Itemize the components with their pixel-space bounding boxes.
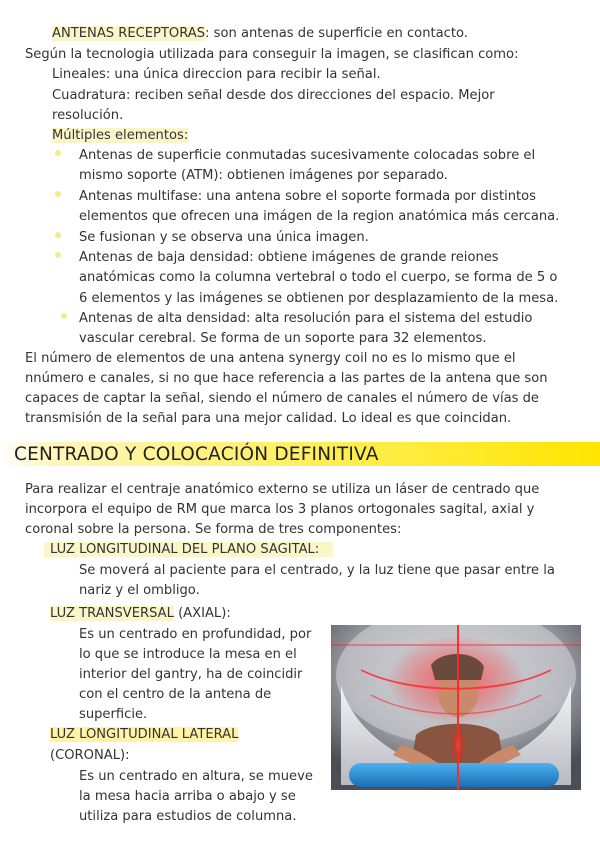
- mri-laser-photo: [331, 625, 581, 790]
- sagital-line-2: nariz y el ombligo.: [79, 583, 200, 598]
- transversal-line-1: Es un centrado en profundidad, por: [79, 627, 312, 642]
- sagital-label: LUZ LONGITUDINAL DEL PLANO SAGITAL:: [44, 542, 333, 557]
- transversal-line-5: superficie.: [79, 707, 148, 722]
- bullet-5-line-2: vascular cerebral. Se forma de un soporte para 32 elementos.: [79, 331, 487, 346]
- receptoras-line: [52, 24, 468, 44]
- lateral-line-1: Es un centrado en altura, se mueve: [79, 769, 313, 784]
- lateral-suffix: (CORONAL):: [50, 748, 130, 763]
- bullet-4-line-3: 6 elementos y las imágenes se obtienen por desplazamiento de la mesa.: [79, 291, 559, 306]
- positioning-cushion: [349, 763, 559, 787]
- multiples-line: [52, 126, 188, 146]
- synergy-line-4: transmisión de la señal para una mejor calidad. Lo ideal es que coincidan.: [25, 411, 512, 426]
- synergy-line-1: El número de elementos de una antena synergy coil no es lo mismo que el: [25, 351, 516, 366]
- bullet-dot-1: [55, 150, 61, 156]
- bullet-5-line-1: Antenas de alta densidad: alta resolución para el sistema del estudio: [79, 311, 533, 326]
- bullet-4-line-2: anatómicas como la columna vertebral o todo el cuerpo, se forma de 5 o: [79, 270, 558, 285]
- bullet-dot-3: [55, 232, 61, 238]
- bullet-1-line-2: mismo soporte (ATM): obtienen imágenes por separado.: [79, 168, 448, 183]
- lateral-label-line: [50, 725, 238, 745]
- bullet-2-line-2: elementos que ofrecen una imágen de la region anatómica más cercana.: [79, 209, 560, 224]
- bullet-dot-5: [61, 313, 67, 319]
- transversal-line-3: interior del gantry, ha de coincidir: [79, 667, 303, 682]
- lateral-line-3: utiliza para estudios de columna.: [79, 809, 297, 824]
- centrado-intro-line-3: coronal sobre la persona. Se forma de tres componentes:: [25, 522, 402, 537]
- laser-hotspot: [450, 725, 466, 765]
- cuadratura-text-1: Cuadratura: reciben señal desde dos direcciones del espacio. Mejor: [52, 88, 495, 103]
- bullet-2-line-1: Antenas multifase: una antena sobre el soporte formada por distintos: [79, 189, 537, 204]
- bullet-3-line-1: Se fusionan y se observa una única imagen.: [79, 230, 369, 245]
- bullet-dot-4: [55, 252, 61, 258]
- section-heading: CENTRADO Y COLOCACIÓN DEFINITIVA: [14, 444, 379, 465]
- lateral-line-2: la mesa hacia arriba o abajo y se: [79, 789, 296, 804]
- synergy-line-2: nnúmero e canales, si no que hace referencia a las partes de la antena que son: [25, 371, 548, 386]
- bullet-4-line-1: Antenas de baja densidad: obtiene imágenes de grande reiones: [79, 250, 499, 265]
- sagital-label-line: [44, 540, 333, 560]
- clasifican-text: Según la tecnologia utilizada para conseguir la imagen, se clasifican como:: [25, 47, 519, 62]
- receptoras-label: ANTENAS RECEPTORAS: [52, 26, 206, 41]
- lateral-label: LUZ LONGITUDINAL LATERAL: [50, 727, 239, 742]
- synergy-line-3: capaces de captar la señal, siendo el número de canales el número de vías de: [25, 391, 539, 406]
- transversal-label: LUZ TRANSVERSAL: [50, 606, 174, 621]
- multiples-label: Múltiples elementos:: [52, 128, 189, 143]
- bullet-1-line-1: Antenas de superficie conmutadas sucesivamente colocadas sobre el: [79, 148, 536, 163]
- transversal-label-line: [50, 604, 231, 624]
- centrado-intro-line-1: Para realizar el centraje anatómico externo se utiliza un láser de centrado que: [25, 482, 540, 497]
- transversal-suffix: (AXIAL):: [173, 606, 231, 621]
- cuadratura-text-2: resolución.: [52, 108, 124, 123]
- sagital-line-1: Se moverá al paciente para el centrado, y la luz tiene que pasar entre la: [79, 563, 555, 578]
- receptoras-rest: : son antenas de superficie en contacto.: [205, 26, 468, 41]
- bullet-dot-2: [55, 191, 61, 197]
- centrado-intro-line-2: incorpora el equipo de RM que marca los 3 planos ortogonales sagital, axial y: [25, 502, 535, 517]
- lineales-text: Lineales: una única direccion para recibir la señal.: [52, 67, 381, 82]
- transversal-line-2: lo que se introduce la mesa en el: [79, 647, 297, 662]
- transversal-line-4: con el centro de la antena de: [79, 687, 272, 702]
